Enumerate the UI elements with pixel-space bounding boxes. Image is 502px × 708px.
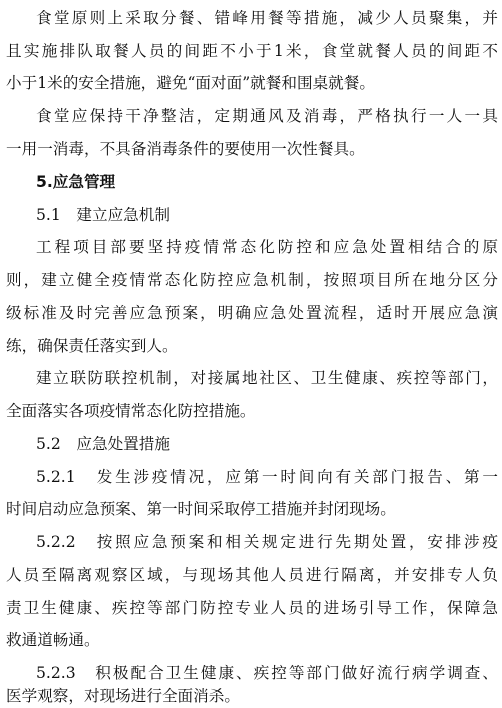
paragraph-line: 练，确保责任落实到人。 (6, 337, 178, 355)
paragraph-line: 且实施排队取餐人员的间距不小于1米，食堂就餐人员的间距不 (6, 42, 498, 60)
section-heading: 5.应急管理 (36, 173, 116, 191)
paragraph-line: 5.2.1 发生涉疫情况，应第一时间向有关部门报告、第一 (36, 468, 498, 486)
paragraph-line: 5.2.2 按照应急预案和相关规定进行先期处置，安排涉疫 (36, 533, 498, 551)
paragraph-line: 人员至隔离观察区域，与现场其他人员进行隔离，并安排专人负 (6, 566, 498, 584)
paragraph-line: 级标准及时完善应急预案，明确应急处置流程，适时开展应急演 (6, 304, 498, 322)
paragraph-line: 工程项目部要坚持疫情常态化防控和应急处置相结合的原 (36, 238, 498, 256)
paragraph-line: 一用一消毒，不具备消毒条件的要使用一次性餐具。 (6, 140, 365, 158)
subsection-heading: 5.1 建立应急机制 (36, 206, 170, 224)
paragraph-line: 建立联防联控机制，对接属地社区、卫生健康、疾控等部门， (36, 369, 498, 387)
paragraph-line: 则，建立健全疫情常态化防控应急机制，按照项目所在地分区分 (6, 271, 498, 289)
paragraph-line: 责卫生健康、疾控等部门防控专业人员的进场引导工作，保障急 (6, 599, 498, 617)
paragraph-line: 5.2.3 积极配合卫生健康、疾控等部门做好流行病学调查、 (36, 664, 498, 682)
paragraph-line: 小于1米的安全措施，避免“面对面”就餐和围桌就餐。 (6, 74, 375, 92)
subsection-heading: 5.2 应急处置措施 (36, 435, 170, 453)
paragraph-line: 时间启动应急预案、第一时间采取停工措施并封闭现场。 (6, 500, 396, 518)
paragraph-line: 食堂原则上采取分餐、错峰用餐等措施，减少人员聚集，并 (36, 9, 498, 27)
paragraph-line: 医学观察，对现场进行全面消杀。 (6, 687, 240, 705)
paragraph-line: 全面落实各项疫情常态化防控措施。 (6, 402, 256, 420)
paragraph-line: 食堂应保持干净整洁，定期通风及消毒，严格执行一人一具 (36, 107, 498, 125)
paragraph-line: 救通道畅通。 (6, 631, 100, 649)
